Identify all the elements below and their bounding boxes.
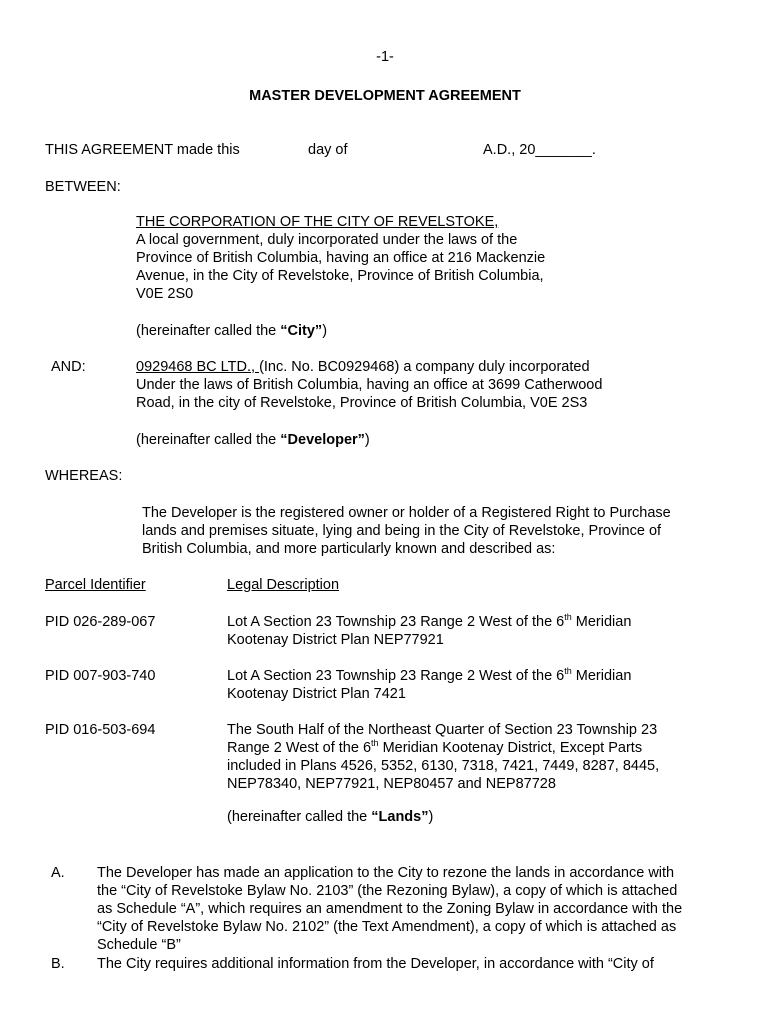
developer-party-name: 0929468 BC LTD., xyxy=(136,359,260,375)
parcel-pid: PID 026-289-067 xyxy=(45,614,156,630)
developer-party-line1-rest: (Inc. No. BC0929468) a company duly incorporated xyxy=(259,359,590,375)
developer-called-prefix: (hereinafter called the xyxy=(136,432,281,448)
whereas-label: WHEREAS: xyxy=(45,468,123,484)
whereas-paragraph-line: The Developer is the registered owner or holder of a Registered Right to Purchase xyxy=(142,505,671,521)
parcel-legal-text: Meridian xyxy=(571,614,632,630)
city-party-line: V0E 2S0 xyxy=(136,286,194,302)
parcel-legal-text: Lot A Section 23 Township 23 Range 2 West of the 6 xyxy=(227,614,565,630)
developer-called-suffix: ) xyxy=(364,432,370,448)
city-party-line: Province of British Columbia, having an office at 216 Mackenzie xyxy=(136,250,546,266)
recital-a-line: “City of Revelstoke Bylaw No. 2102” (the Text Amendment), a copy of which is attached as xyxy=(97,919,677,935)
developer-hereinafter xyxy=(136,431,370,449)
ordinal-suffix: th xyxy=(371,738,379,748)
legal-description-header: Legal Description xyxy=(227,577,340,593)
city-party-line: A local government, duly incorporated under the laws of the xyxy=(136,232,518,248)
whereas-paragraph-line: lands and premises situate, lying and being in the City of Revelstoke, Province of xyxy=(142,523,662,539)
recital-a-line: as Schedule “A”, which requires an amendment to the Zoning Bylaw in accordance with the xyxy=(97,901,683,917)
parcel-identifier-header: Parcel Identifier xyxy=(45,577,146,593)
intro-day-of: day of xyxy=(308,142,348,158)
recital-a-line: the “City of Revelstoke Bylaw No. 2103” (the Rezoning Bylaw), a copy of which is attached xyxy=(97,883,678,899)
intro-ad-year: A.D., 20_______. xyxy=(483,142,596,158)
parcel-legal-line xyxy=(227,739,642,757)
ordinal-suffix: th xyxy=(564,666,572,676)
parcel-legal-text: Range 2 West of the 6 xyxy=(227,740,372,756)
parcel-legal-line: NEP78340, NEP77921, NEP80457 and NEP87728 xyxy=(227,776,556,792)
parcel-legal-text: Meridian Kootenay District, Except Parts xyxy=(378,740,643,756)
parcel-legal-text: Meridian xyxy=(571,668,632,684)
city-defined-term: “City” xyxy=(280,323,323,339)
parcel-legal-line xyxy=(227,613,631,631)
intro-made-this: THIS AGREEMENT made this xyxy=(45,142,240,158)
lands-hereinafter xyxy=(227,808,433,826)
ordinal-suffix: th xyxy=(564,612,572,622)
parcel-legal-line xyxy=(227,667,631,685)
lands-called-suffix: ) xyxy=(428,809,434,825)
page-number: -1- xyxy=(376,49,394,65)
document-title: MASTER DEVELOPMENT AGREEMENT xyxy=(249,88,521,104)
parcel-legal-line: The South Half of the Northeast Quarter of Section 23 Township 23 xyxy=(227,722,658,738)
parcel-legal-text: Lot A Section 23 Township 23 Range 2 West of the 6 xyxy=(227,668,565,684)
recital-b-line: The City requires additional information from the Developer, in accordance with “City of xyxy=(97,956,654,972)
recital-a-line: The Developer has made an application to the City to rezone the lands in accordance with xyxy=(97,865,675,881)
city-called-suffix: ) xyxy=(322,323,328,339)
recital-a-label: A. xyxy=(51,865,65,881)
lands-defined-term: “Lands” xyxy=(371,809,429,825)
lands-called-prefix: (hereinafter called the xyxy=(227,809,372,825)
parcel-legal-line: Kootenay District Plan NEP77921 xyxy=(227,632,444,648)
recital-a-line: Schedule “B” xyxy=(97,937,181,953)
city-called-prefix: (hereinafter called the xyxy=(136,323,281,339)
recital-b-label: B. xyxy=(51,956,65,972)
city-party-name: THE CORPORATION OF THE CITY OF REVELSTOKE, xyxy=(136,214,499,230)
city-party-line: Avenue, in the City of Revelstoke, Province of British Columbia, xyxy=(136,268,544,284)
parcel-pid: PID 007-903-740 xyxy=(45,668,156,684)
parcel-legal-line: Kootenay District Plan 7421 xyxy=(227,686,406,702)
developer-party-line: Road, in the city of Revelstoke, Province of British Columbia, V0E 2S3 xyxy=(136,395,588,411)
city-hereinafter xyxy=(136,322,327,340)
developer-defined-term: “Developer” xyxy=(280,432,365,448)
developer-party-line1 xyxy=(136,358,590,376)
developer-party-line: Under the laws of British Columbia, having an office at 3699 Catherwood xyxy=(136,377,603,393)
parcel-pid: PID 016-503-694 xyxy=(45,722,156,738)
parcel-legal-line: included in Plans 4526, 5352, 6130, 7318, 7421, 7449, 8287, 8445, xyxy=(227,758,660,774)
whereas-paragraph-line: British Columbia, and more particularly known and described as: xyxy=(142,541,556,557)
and-label: AND: xyxy=(51,359,86,375)
between-label: BETWEEN: xyxy=(45,179,121,195)
